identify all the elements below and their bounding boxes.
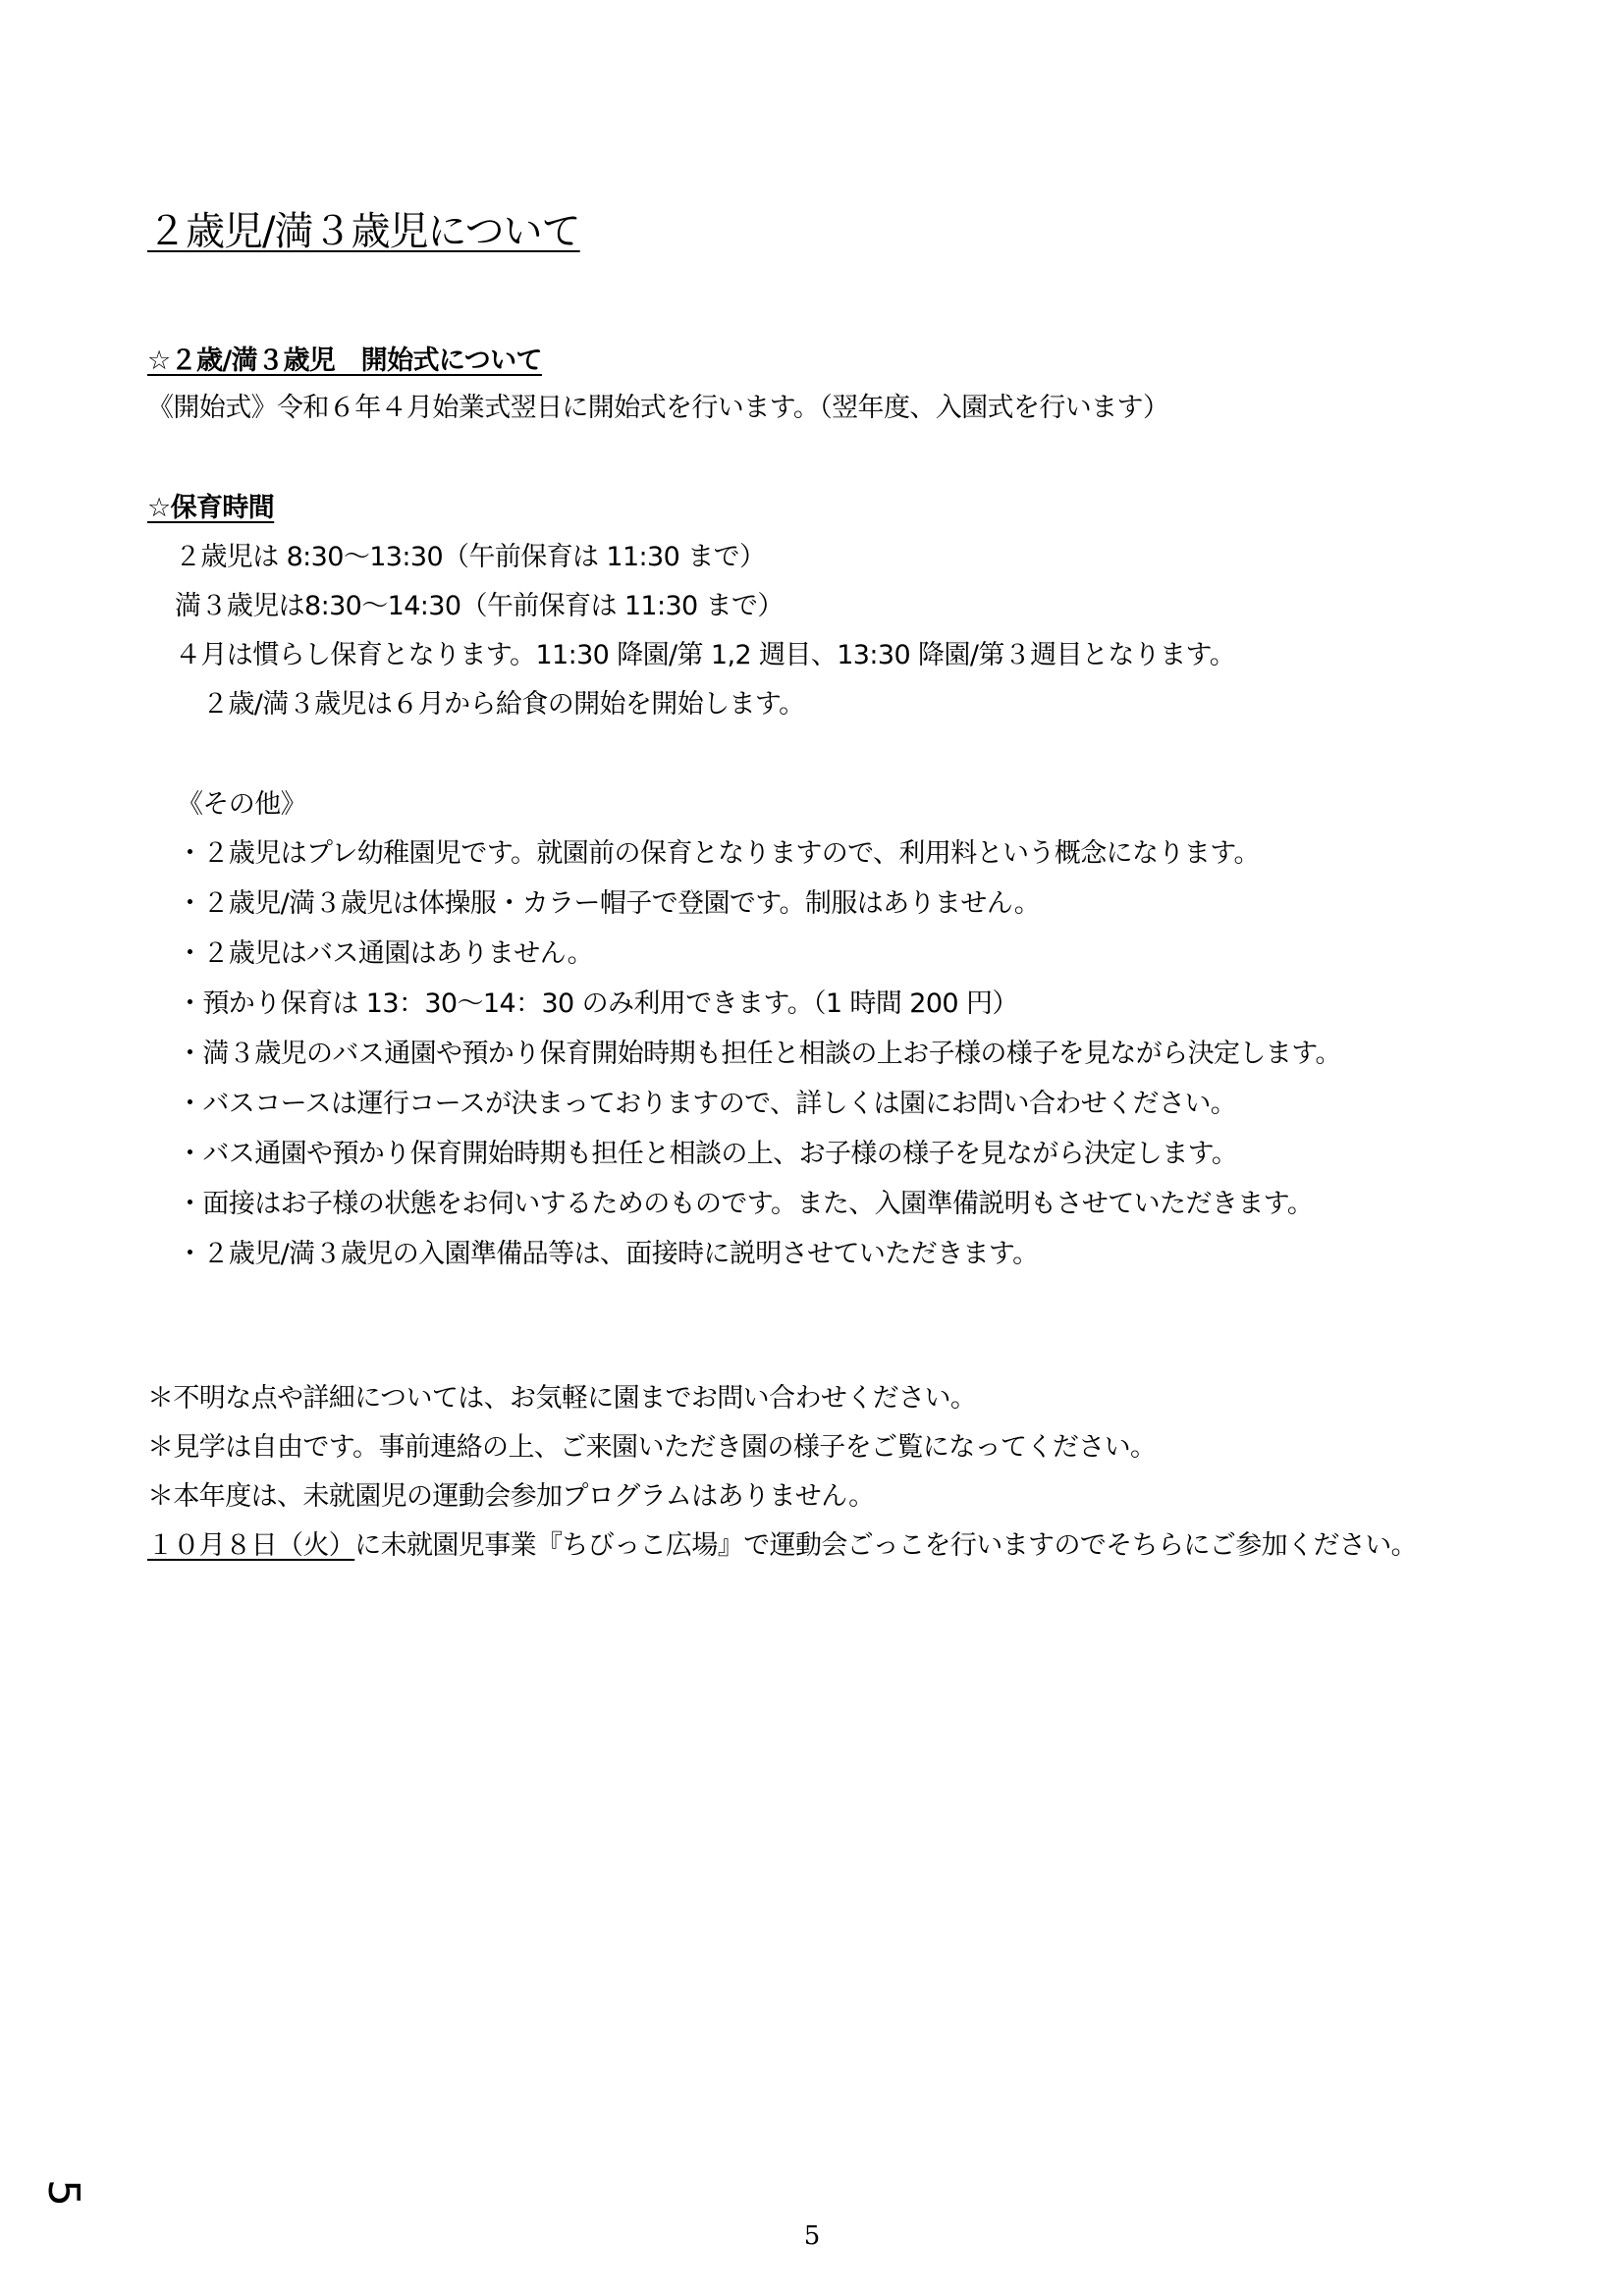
final-note	[147, 1526, 1417, 1566]
other-list-item: ・面接はお子様の状態をお伺いするためのものです。また、入園準備説明もさせていただきます。	[177, 1189, 1314, 1219]
care-hours-line: 満３歳児は8:30〜14:30（午前保育は 11:30 まで）	[175, 591, 784, 621]
event-date: １０月８日（火）	[147, 1530, 355, 1561]
event-description: に未就園児事業『ちびっこ広場』で運動会ごっこを行いますのでそちらにご参加ください。	[354, 1530, 1418, 1561]
other-list-item: ・２歳児/満３歳児の入園準備品等は、面接時に説明させていただきます。	[177, 1239, 1039, 1269]
page-title: ２歳児/満３歳児について	[147, 209, 580, 254]
care-hours-line: ２歳/満３歳児は６月から給食の開始を開始します。	[202, 689, 805, 720]
opening-ceremony-heading: ☆２歳/満３歳児 開始式について	[147, 346, 542, 376]
note-line: ＊不明な点や詳細については、お気軽に園までお問い合わせください。	[147, 1383, 977, 1414]
care-hours-line: ２歳児は 8:30〜13:30（午前保育は 11:30 まで）	[175, 542, 766, 572]
opening-ceremony-text: 《開始式》令和６年４月始業式翌日に開始式を行います。（翌年度、入園式を行います）	[147, 393, 1169, 423]
other-list-item: ・２歳児はバス通園はありません。	[177, 938, 594, 969]
other-heading: 《その他》	[177, 789, 306, 820]
other-list-item: ・２歳児はプレ幼稚園児です。就園前の保育となりますので、利用料という概念になります。	[177, 838, 1260, 869]
page-number: 5	[803, 2221, 821, 2251]
note-line: ＊見学は自由です。事前連絡の上、ご来園いただき園の様子をご覧になってください。	[147, 1432, 1157, 1463]
side-page-number: 5	[38, 2179, 88, 2207]
other-list-item: ・バスコースは運行コースが決まっておりますので、詳しくは園にお問い合わせください。	[177, 1089, 1237, 1119]
other-list-item: ・預かり保育は 13：30〜14：30 のみ利用できます。（1 時間 200 円）	[177, 988, 1018, 1019]
other-list-item: ・満３歳児のバス通園や預かり保育開始時期も担任と相談の上お子様の様子を見ながら決定します。	[177, 1039, 1341, 1069]
care-hours-heading: ☆保育時間	[147, 493, 275, 523]
other-list-item: ・バス通園や預かり保育開始時期も担任と相談の上、お子様の様子を見ながら決定します。	[177, 1139, 1238, 1169]
note-line: ＊本年度は、未就園児の運動会参加プログラムはありません。	[147, 1481, 875, 1512]
other-list-item: ・２歳児/満３歳児は体操服・カラー帽子で登園です。制服はありません。	[177, 888, 1041, 919]
care-hours-line: ４月は慣らし保育となります。11:30 降園/第 1,2 週目、13:30 降園/第３週目となります。	[175, 640, 1236, 670]
